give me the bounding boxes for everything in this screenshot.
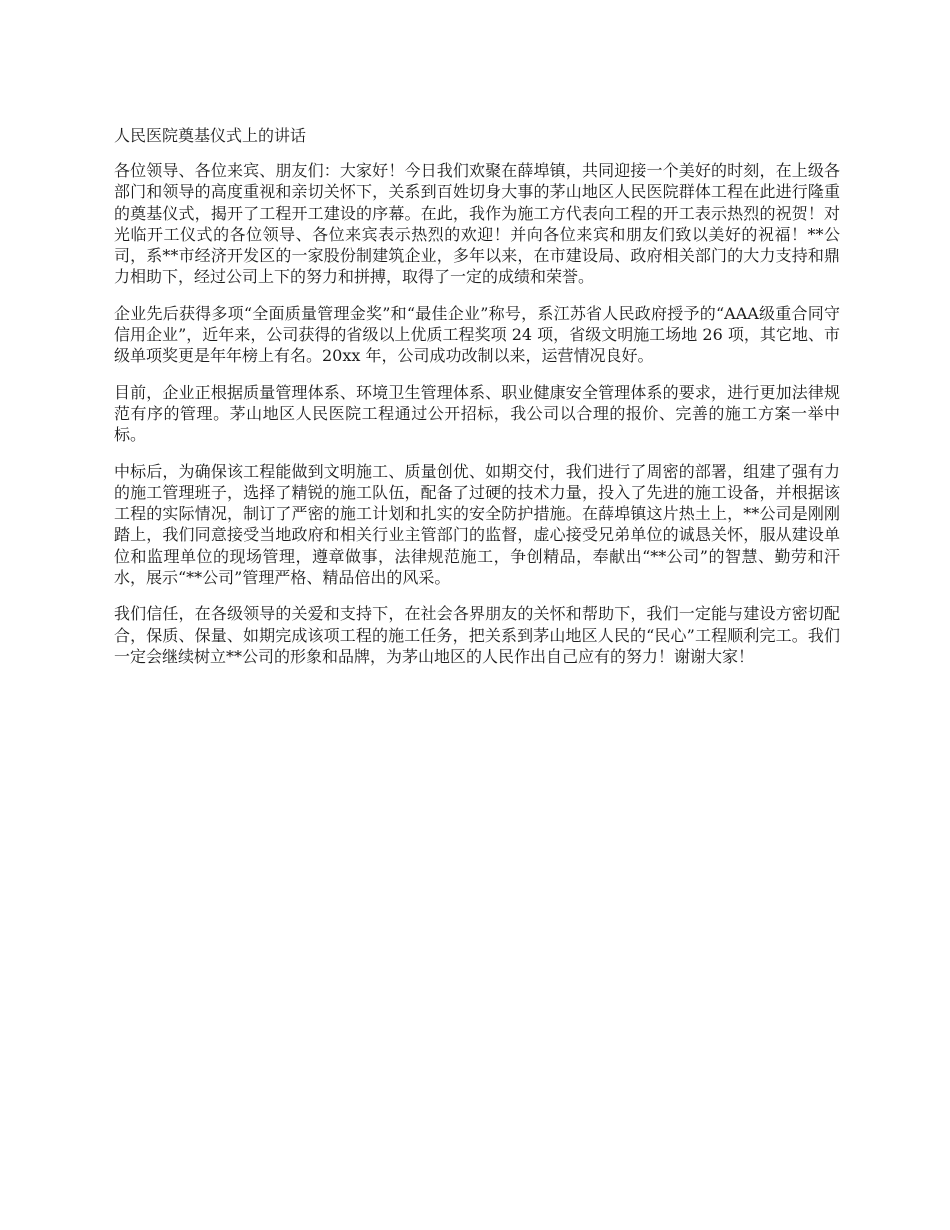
paragraph-management: 目前，企业正根据质量管理体系、环境卫生管理体系、职业健康安全管理体系的要求，进行更加法律规范有序的管理。茅山地区人民医院工程通过公开招标，我公司以合理的报价、完善的施工方案一举中标。 [114,382,840,445]
paragraph-greeting: 各位领导、各位来宾、朋友们：大家好！今日我们欢聚在薛埠镇，共同迎接一个美好的时刻，在上级各部门和领导的高度重视和亲切关怀下，关系到百姓切身大事的茅山地区人民医院群体工程在此进行隆重的奠基仪式，揭开了工程开工建设的序幕。在此，我作为施工方代表向工程的开工表示热烈的祝贺！对光临开工仪式的各位领导、各位来宾表示热烈的欢迎！并向各位来宾和朋友们致以美好的祝福！**公司，系**市经济开发区的一家股份制建筑企业，多年以来，在市建设局、政府相关部门的大力支持和鼎力相助下，经过公司上下的努力和拼搏，取得了一定的成绩和荣誉。 [114,161,840,287]
paragraph-deployment: 中标后，为确保该工程能做到文明施工、质量创优、如期交付，我们进行了周密的部署，组建了强有力的施工管理班子，选择了精锐的施工队伍，配备了过硬的技术力量，投入了先进的施工设备，并根据该工程的实际情况，制订了严密的施工计划和扎实的安全防护措施。在薛埠镇这片热土上，**公司是刚刚踏上，我们同意接受当地政府和相关行业主管部门的监督，虚心接受兄弟单位的诚恳关怀，服从建设单位和监理单位的现场管理，遵章做事，法律规范施工，争创精品，奉献出“**公司”的智慧、勤劳和汗水，展示“**公司”管理严格、精品倍出的风采。 [114,461,840,588]
paragraph-honors: 企业先后获得多项“全面质量管理金奖”和“最佳企业”称号，系江苏省人民政府授予的“AAA级重合同守信用企业”，近年来，公司获得的省级以上优质工程奖项 24 项，省级文明施工场地 26 项，其它地、市级单项奖更是年年榜上有名。20xx 年，公司成功改制以来，运营情况良好。 [114,303,840,366]
document-page [114,124,840,682]
paragraph-closing: 我们信任，在各级领导的关爱和支持下，在社会各界朋友的关怀和帮助下，我们一定能与建设方密切配合，保质、保量、如期完成该项工程的施工任务，把关系到茅山地区人民的“民心”工程顺利完工。我们一定会继续树立**公司的形象和品牌，为茅山地区的人民作出自己应有的努力！谢谢大家！ [114,604,840,666]
document-title: 人民医院奠基仪式上的讲话 [114,126,307,145]
